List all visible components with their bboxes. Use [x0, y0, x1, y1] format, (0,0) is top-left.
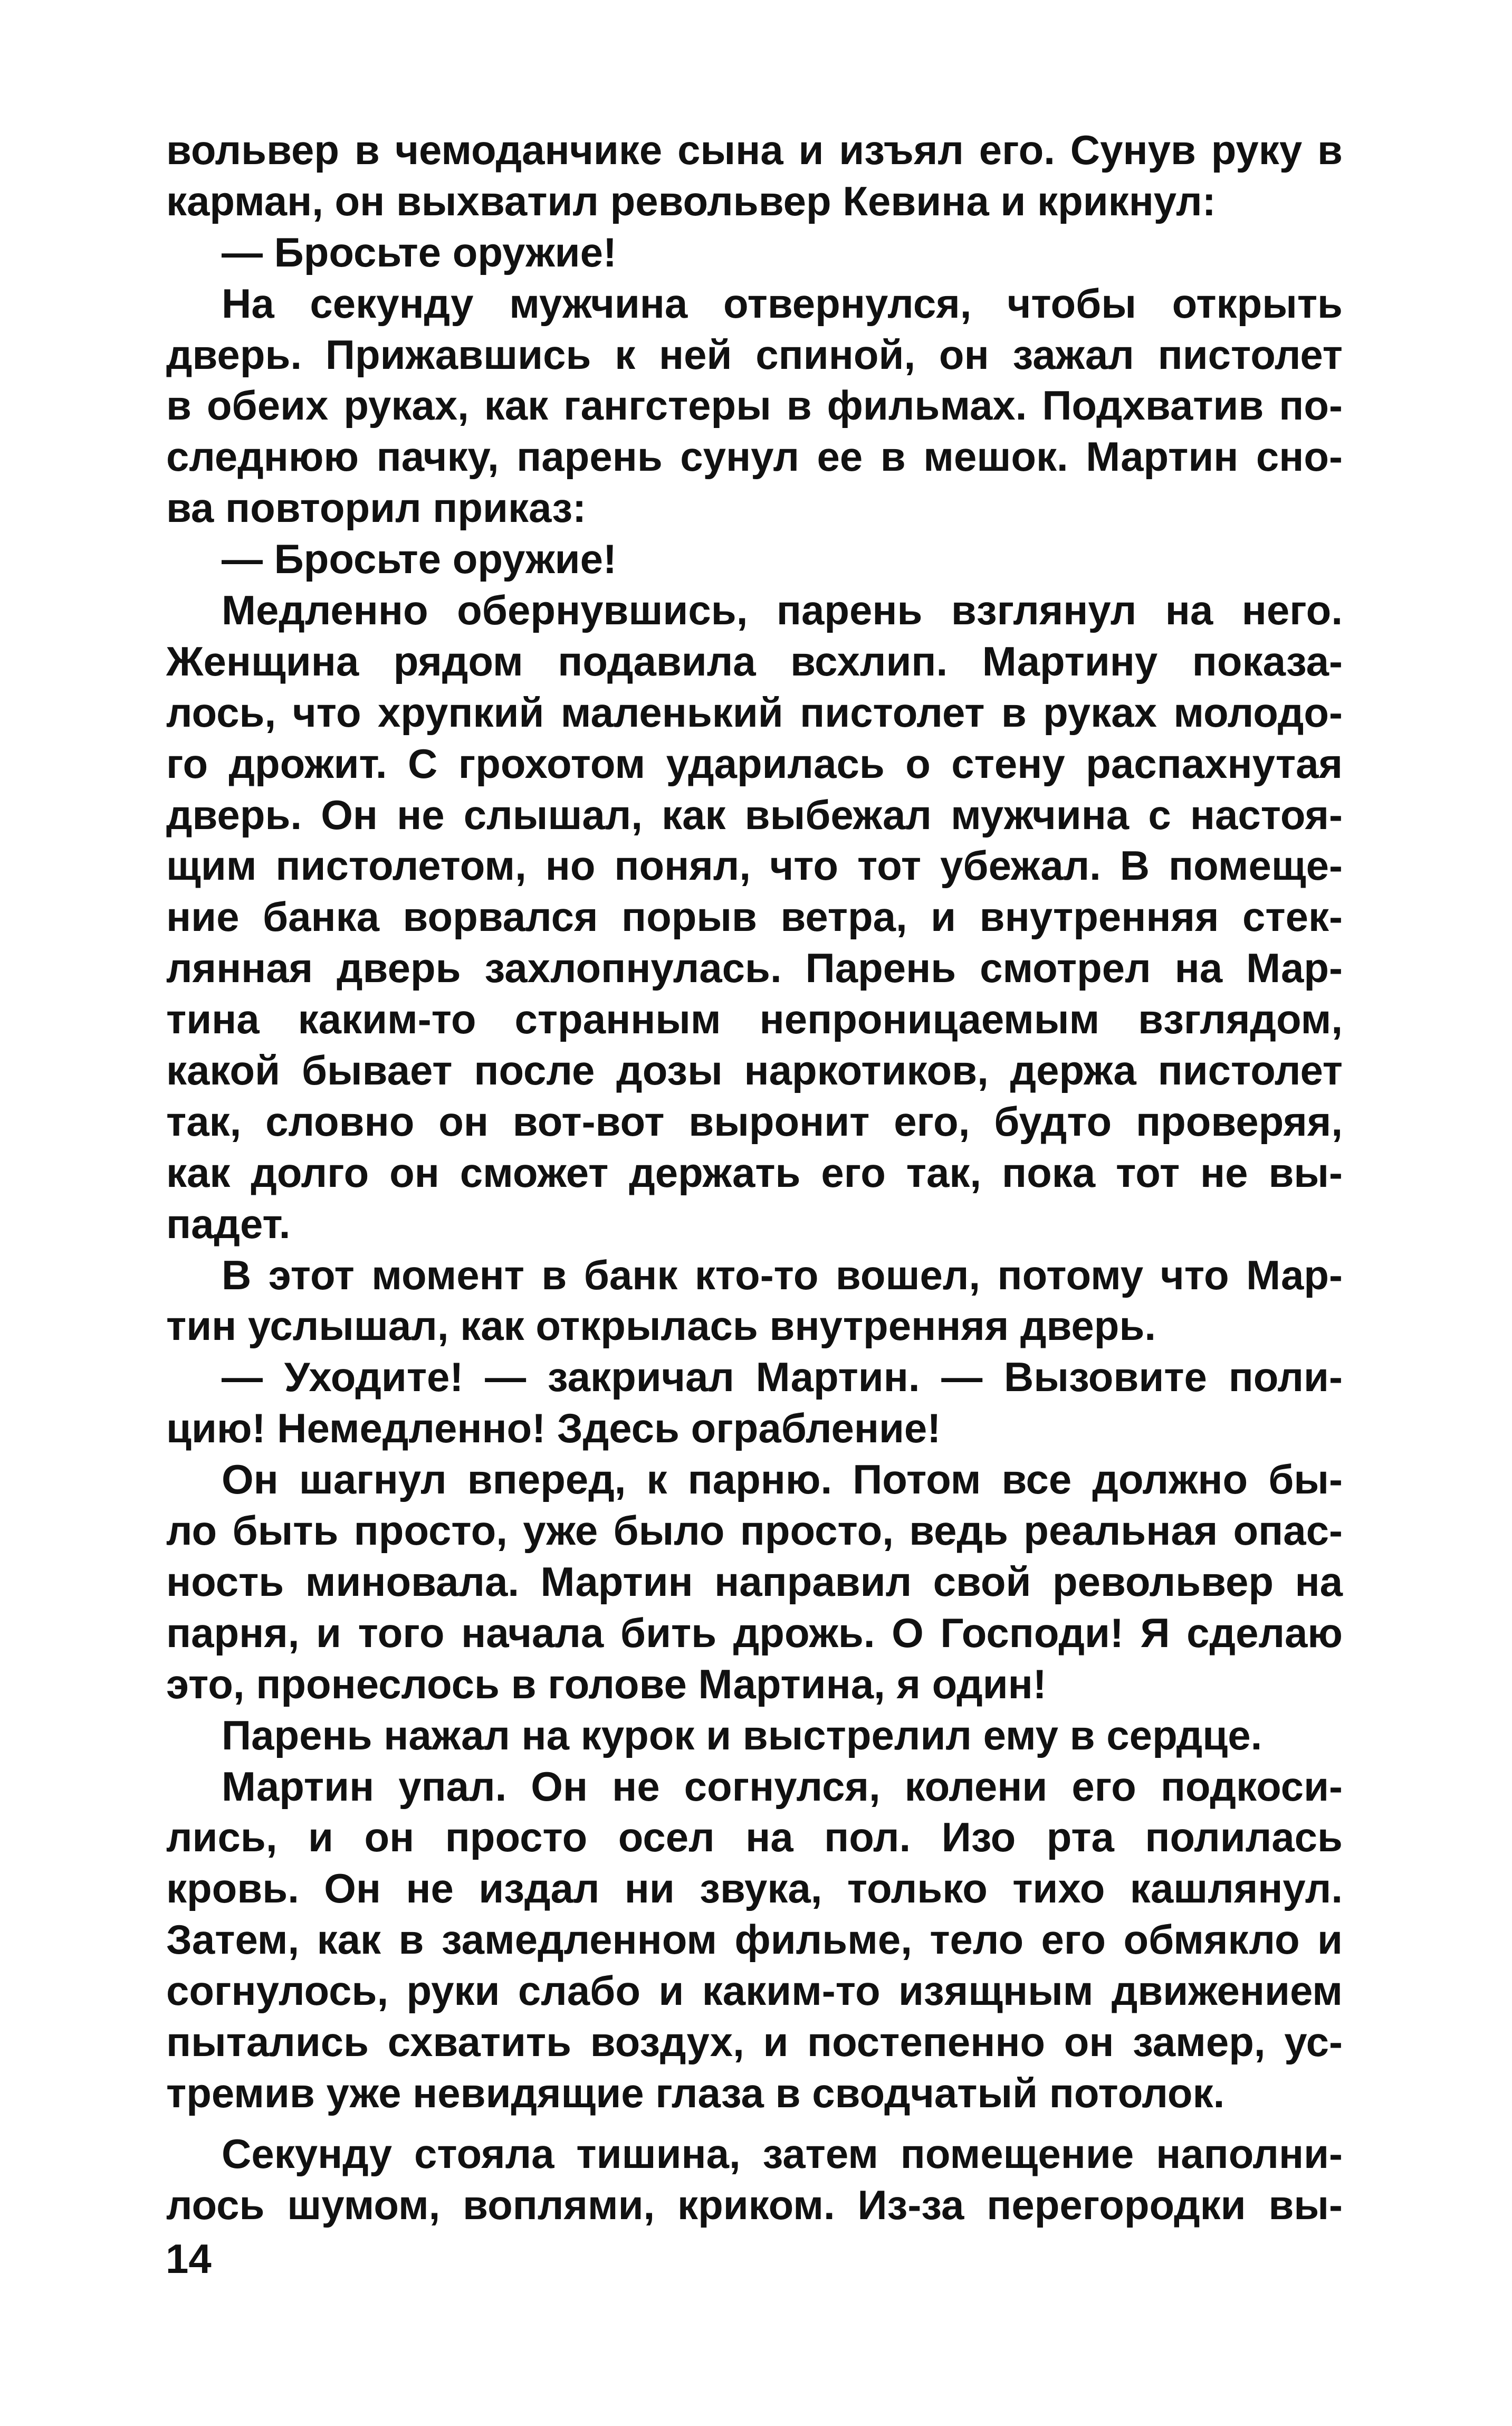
text-line: как долго он сможет держать его так, пока тот не вы-: [166, 1149, 1343, 1196]
text-line: парня, и того начала бить дрожь. О Господи! Я сделаю: [166, 1609, 1343, 1656]
text-line: карман, он выхватил револьвер Кевина и крикнул:: [166, 177, 1216, 224]
text-line: Парень нажал на курок и выстрелил ему в сердце.: [222, 1711, 1262, 1758]
text-line: тин услышал, как открылась внутренняя дверь.: [166, 1302, 1156, 1349]
text-line: тина каким-то странным непроницаемым взглядом,: [166, 996, 1343, 1043]
text-line: в обеих руках, как гангстеры в фильмах. Подхватив по-: [166, 382, 1343, 429]
text-line: это, пронеслось в голове Мартина, я один!: [166, 1660, 1047, 1707]
text-line: В этот момент в банк кто-то вошел, потому что Мар-: [222, 1251, 1343, 1298]
text-line: согнулось, руки слабо и каким-то изящным движением: [166, 1967, 1343, 2014]
text-line: какой бывает после дозы наркотиков, держа пистолет: [166, 1047, 1343, 1094]
text-line: цию! Немедленно! Здесь ограбление!: [166, 1405, 941, 1452]
text-line: ва повторил приказ:: [166, 484, 587, 531]
text-line: лось шумом, воплями, криком. Из-за перегородки вы-: [166, 2181, 1343, 2228]
text-line: ность миновала. Мартин направил свой револьвер на: [166, 1558, 1343, 1605]
text-line: падет.: [166, 1200, 291, 1247]
page-number: 14: [166, 2235, 212, 2282]
text-line: — Уходите! — закричал Мартин. — Вызовите поли-: [222, 1354, 1343, 1401]
text-line: го дрожит. С грохотом ударилась о стену распахнутая: [166, 740, 1343, 787]
text-line: ние банка ворвался порыв ветра, и внутренняя стек-: [166, 893, 1343, 940]
text-line: — Бросьте оружие!: [222, 229, 617, 275]
text-line: тремив уже невидящие глаза в сводчатый потолок.: [166, 2069, 1225, 2116]
text-line: кровь. Он не издал ни звука, только тихо кашлянул.: [166, 1865, 1343, 1912]
text-line: вольвер в чемоданчике сына и изъял его. Сунув руку в: [166, 127, 1343, 173]
text-line: дверь. Он не слышал, как выбежал мужчина с настоя-: [166, 791, 1343, 838]
page-body-text: [166, 125, 1343, 2231]
text-line: Мартин упал. Он не согнулся, колени его подкоси-: [222, 1763, 1343, 1810]
text-line: Медленно обернувшись, парень взглянул на него.: [222, 587, 1343, 634]
text-line: — Бросьте оружие!: [222, 536, 617, 583]
text-line: лись, и он просто осел на пол. Изо рта полилась: [166, 1814, 1343, 1861]
text-line: Он шагнул вперед, к парню. Потом все должно бы-: [222, 1456, 1343, 1503]
text-line: лянная дверь захлопнулась. Парень смотрел на Мар-: [166, 945, 1343, 992]
text-line: щим пистолетом, но понял, что тот убежал. В помеще-: [166, 842, 1343, 889]
text-line: следнюю пачку, парень сунул ее в мешок. Мартин сно-: [166, 433, 1343, 480]
text-line: дверь. Прижавшись к ней спиной, он зажал пистолет: [166, 331, 1343, 378]
text-line: Затем, как в замедленном фильме, тело его обмякло и: [166, 1916, 1343, 1963]
text-line: лось, что хрупкий маленький пистолет в руках молодо-: [166, 689, 1343, 736]
text-line: На секунду мужчина отвернулся, чтобы открыть: [222, 280, 1343, 327]
text-line: Женщина рядом подавила всхлип. Мартину показа-: [166, 638, 1343, 684]
text-line: пытались схватить воздух, и постепенно он замер, ус-: [166, 2018, 1343, 2065]
text-line: ло быть просто, уже было просто, ведь реальная опас-: [166, 1507, 1343, 1554]
text-line: так, словно он вот-вот выронит его, будто проверяя,: [166, 1098, 1343, 1145]
text-line: Секунду стояла тишина, затем помещение наполни-: [222, 2130, 1343, 2177]
